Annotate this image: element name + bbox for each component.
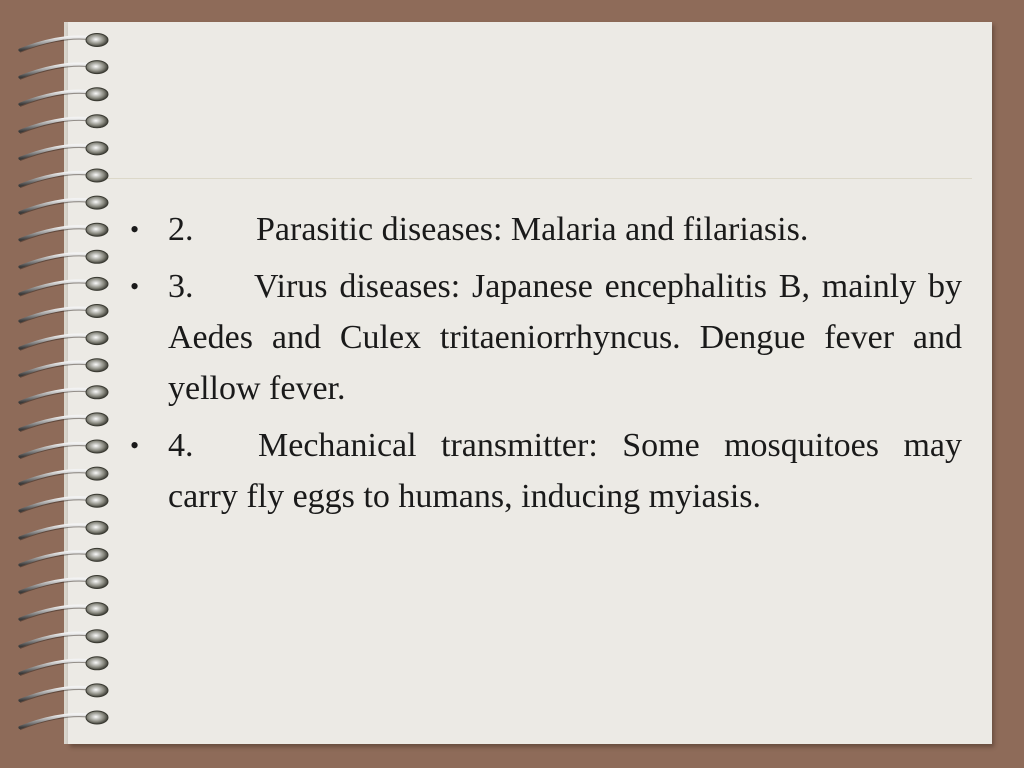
list-item bbox=[128, 420, 962, 522]
list-item bbox=[128, 261, 962, 414]
spiral-binding-icon bbox=[0, 0, 130, 768]
spiral-ring bbox=[20, 305, 108, 324]
spiral-ring bbox=[20, 467, 108, 486]
spiral-ring bbox=[20, 277, 108, 296]
spiral-ring bbox=[20, 115, 108, 134]
list-item bbox=[128, 204, 962, 255]
spiral-ring bbox=[20, 548, 108, 567]
spiral-ring bbox=[20, 169, 108, 188]
item-number: 4. bbox=[168, 427, 194, 464]
spiral-ring bbox=[20, 413, 108, 432]
item-number: 3. bbox=[168, 268, 194, 305]
bullet-dot-icon: • bbox=[130, 215, 140, 244]
spiral-ring bbox=[20, 521, 108, 540]
bullet-dot-icon: • bbox=[130, 272, 140, 301]
bullet-dot-icon: • bbox=[130, 431, 140, 460]
spiral-ring bbox=[20, 440, 108, 459]
bullet-list bbox=[128, 204, 962, 528]
spiral-ring bbox=[20, 359, 108, 378]
spiral-ring bbox=[20, 142, 108, 161]
item-text: Virus diseases: Japanese encephalitis B, mainly by Aedes and Culex tritaeniorrhyncus. Dengue fever and yellow fever. bbox=[168, 268, 962, 407]
spiral-ring bbox=[20, 250, 108, 269]
spiral-ring bbox=[20, 223, 108, 242]
spiral-ring bbox=[20, 61, 108, 80]
spiral-ring bbox=[20, 576, 108, 595]
spiral-ring bbox=[20, 386, 108, 405]
title-divider bbox=[96, 178, 972, 179]
spiral-ring bbox=[20, 657, 108, 676]
item-text: Parasitic diseases: Malaria and filariasis. bbox=[256, 211, 809, 248]
item-number: 2. bbox=[168, 211, 194, 248]
spiral-ring bbox=[20, 196, 108, 215]
item-text: Mechanical transmitter: Some mosquitoes may carry fly eggs to humans, inducing myiasis. bbox=[168, 427, 962, 515]
spiral-ring bbox=[20, 630, 108, 649]
spiral-ring bbox=[20, 88, 108, 107]
spiral-ring bbox=[20, 332, 108, 351]
spiral-ring bbox=[20, 684, 108, 703]
spiral-ring bbox=[20, 711, 108, 730]
spiral-ring bbox=[20, 603, 108, 622]
spiral-ring bbox=[20, 494, 108, 513]
spiral-ring bbox=[20, 34, 108, 53]
